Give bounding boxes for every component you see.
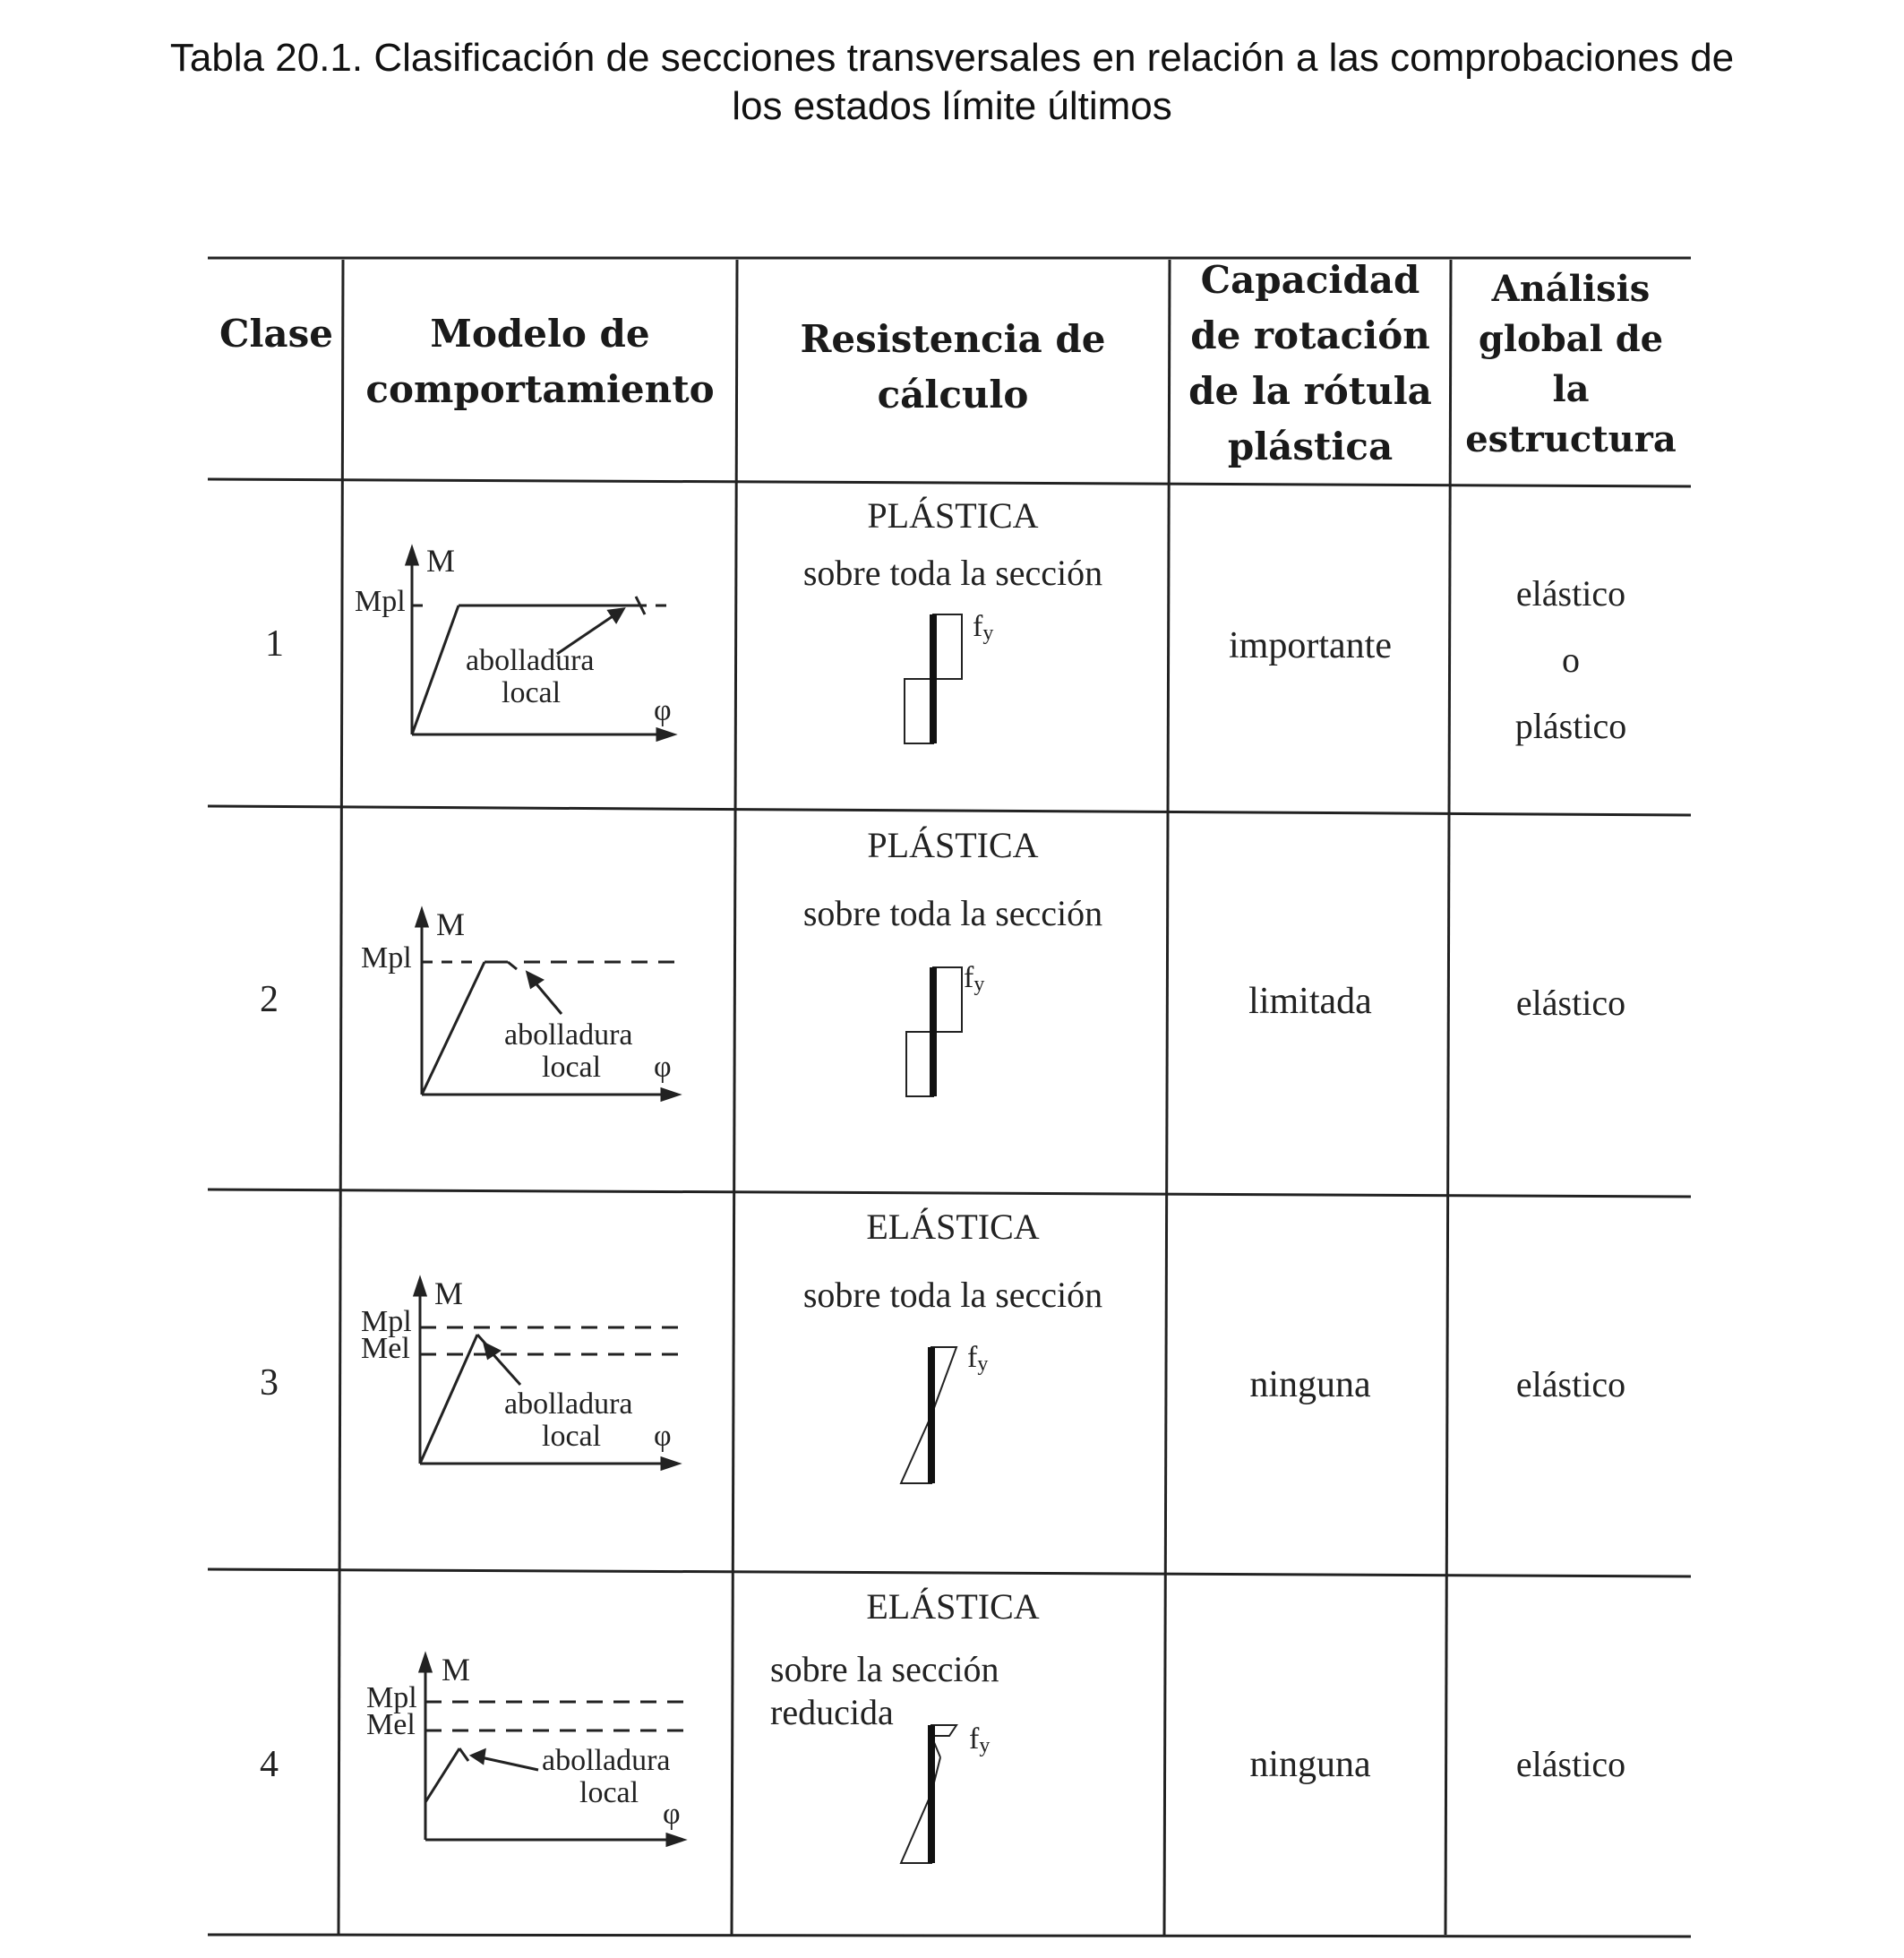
mpl-label: Mpl: [361, 1305, 412, 1338]
row-3-analisis: elástico: [1515, 1364, 1626, 1404]
abolladura-label: abolladura: [542, 1744, 671, 1777]
header-analisis-line-4: estructura: [1465, 418, 1677, 460]
row-1-analisis-line-3: plástico: [1514, 706, 1627, 746]
row-1-capacidad: importante: [1229, 625, 1392, 666]
row-3-clase: 3: [260, 1362, 279, 1404]
fy-sub: y: [979, 1734, 991, 1757]
row-2-capacidad: limitada: [1248, 981, 1372, 1022]
fy-sub: y: [977, 1353, 989, 1376]
header-analisis: [1453, 264, 1689, 465]
axis-m-label: M: [442, 1652, 471, 1687]
axis-phi-label: φ: [654, 1051, 672, 1084]
axis-m-label: M: [426, 543, 456, 579]
mpl-label: Mpl: [361, 941, 412, 975]
fy-main: f: [964, 962, 974, 994]
row-1-resistencia-desc: sobre toda la sección: [802, 553, 1103, 593]
mpl-label: Mpl: [355, 585, 406, 618]
header-analisis-line-3: la: [1552, 368, 1590, 410]
abolladura-label: abolladura: [466, 644, 595, 677]
header-capacidad-line-3: de la rótula: [1188, 369, 1432, 413]
fy-main: f: [969, 1722, 980, 1756]
fy-label: [967, 1341, 988, 1376]
row-1-resistencia-tipo: PLÁSTICA: [867, 495, 1039, 536]
fy-label: [969, 1722, 990, 1757]
row-1-analisis: [1453, 561, 1689, 760]
row-4-stress-block-diagram: [887, 1716, 1039, 1877]
fy-main: f: [973, 610, 983, 643]
row-3-moment-curvature-diagram: [354, 1265, 712, 1480]
fy-label: [964, 962, 984, 996]
local-label: local: [502, 676, 562, 709]
row-2-resistencia-tipo: PLÁSTICA: [867, 825, 1039, 865]
row-2-moment-curvature-diagram: [354, 896, 712, 1111]
row-1-clase: 1: [265, 623, 284, 665]
local-label: local: [542, 1051, 602, 1084]
header-modelo-line-1: Modelo de: [430, 312, 650, 356]
header-modelo: [346, 306, 734, 417]
mpl-label: Mpl: [366, 1681, 417, 1714]
axis-m-label: M: [436, 906, 466, 942]
caption-line-1: Tabla 20.1. Clasificación de secciones transversales en relación a las comprobaciones de: [169, 36, 1735, 80]
row-4-analisis: elástico: [1515, 1744, 1626, 1784]
axis-phi-label: φ: [654, 694, 672, 727]
header-capacidad-line-4: plástica: [1227, 425, 1394, 468]
header-capacidad-line-2: de rotación: [1190, 313, 1430, 357]
header-clase: Clase: [219, 312, 333, 356]
abolladura-label: abolladura: [504, 1387, 633, 1421]
mel-label: Mel: [361, 1332, 410, 1365]
header-modelo-line-2: comportamiento: [365, 367, 715, 411]
row-3-stress-block-diagram: [887, 1338, 1039, 1490]
row-4-resistencia-desc-2: reducida: [770, 1692, 894, 1732]
fy-sub: y: [982, 622, 994, 645]
mel-label: Mel: [366, 1708, 416, 1741]
row-2-analisis: elástico: [1515, 983, 1626, 1023]
local-label: local: [579, 1776, 639, 1809]
row-2-stress-block-diagram: [896, 962, 1039, 1105]
row-4-moment-curvature-diagram: [354, 1637, 712, 1852]
row-1-moment-curvature-diagram: [349, 537, 708, 752]
row-3-resistencia-desc: sobre toda la sección: [802, 1275, 1103, 1315]
fy-main: f: [967, 1341, 978, 1374]
row-4-capacidad: ninguna: [1249, 1744, 1371, 1785]
row-1-analisis-line-2: o: [1562, 640, 1580, 680]
axis-m-label: M: [434, 1275, 464, 1311]
row-2-clase: 2: [260, 979, 279, 1020]
header-resistencia: [740, 312, 1166, 423]
row-1-analisis-line-1: elástico: [1515, 573, 1626, 614]
fy-sub: y: [973, 973, 985, 996]
row-4-clase: 4: [260, 1744, 279, 1785]
axis-phi-label: φ: [663, 1798, 681, 1831]
row-4-resistencia-desc-1: sobre la sección: [770, 1649, 999, 1689]
header-analisis-line-2: global de: [1478, 318, 1664, 360]
fy-label: [973, 610, 993, 645]
header-capacidad-line-1: Capacidad: [1200, 258, 1420, 302]
header-resistencia-line-2: cálculo: [877, 373, 1029, 417]
row-4-resistencia-tipo: ELÁSTICA: [866, 1586, 1040, 1627]
row-1-stress-block-diagram: [896, 609, 1039, 752]
abolladura-label: abolladura: [504, 1018, 633, 1052]
row-3-resistencia-tipo: ELÁSTICA: [866, 1207, 1040, 1247]
caption-line-2: los estados límite últimos: [732, 84, 1172, 128]
header-capacidad: [1171, 253, 1449, 475]
row-3-capacidad: ninguna: [1249, 1364, 1371, 1405]
local-label: local: [542, 1420, 602, 1453]
header-resistencia-line-1: Resistencia de: [800, 317, 1106, 361]
axis-phi-label: φ: [654, 1420, 672, 1453]
row-2-resistencia-desc: sobre toda la sección: [802, 893, 1103, 933]
header-analisis-line-1: Análisis: [1491, 268, 1651, 310]
